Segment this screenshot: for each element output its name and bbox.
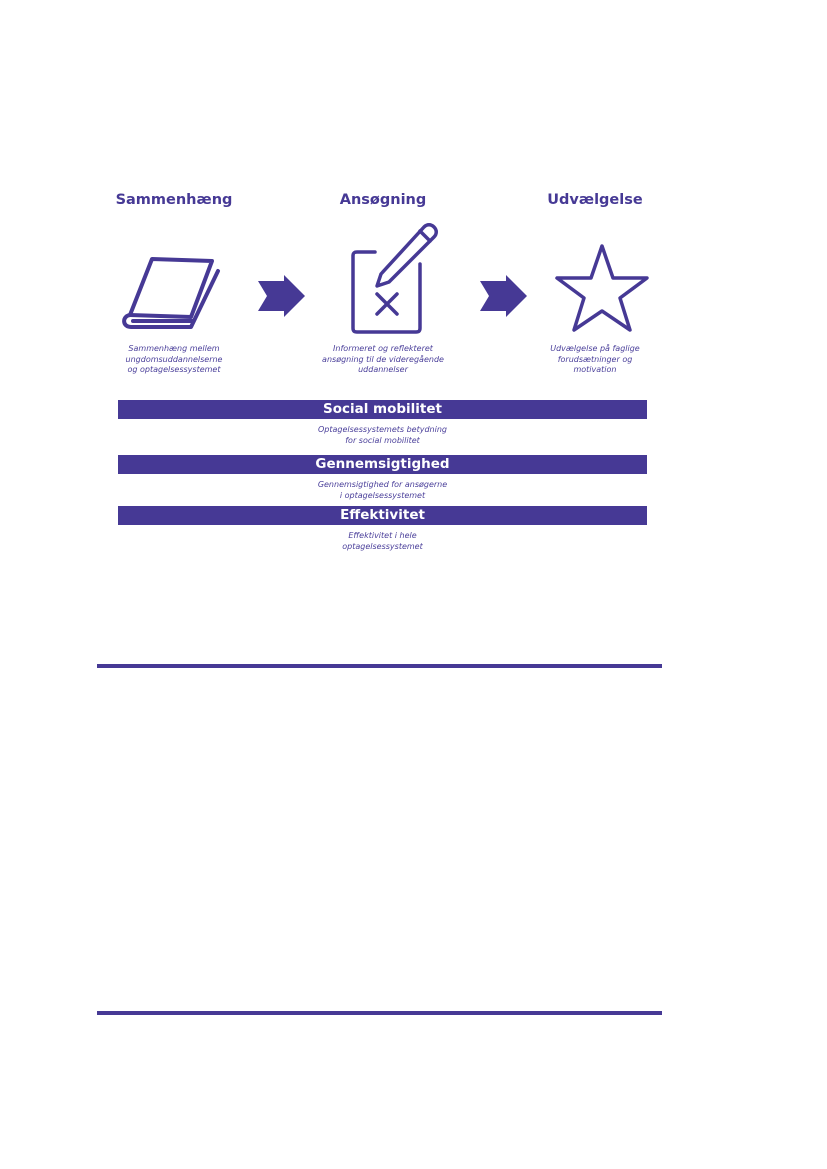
divider-top xyxy=(97,664,662,668)
step-desc-ansoegning: Informeret og reflekteret ansøgning til de videregående uddannelser xyxy=(322,344,444,374)
star-icon xyxy=(553,242,651,334)
theme-desc-effektivitet: Effektivitet i hele optagelsessystemet xyxy=(342,531,423,551)
arrow-right-icon xyxy=(258,275,306,317)
theme-desc-social-mobilitet: Optagelsessystemets betydning for social mobilitet xyxy=(318,425,447,445)
theme-band-gennemsigtighed: Gennemsigtighed xyxy=(118,455,647,474)
theme-desc-gennemsigtighed: Gennemsigtighed for ansøgerne i optagelsessystemet xyxy=(317,480,448,500)
theme-band-effektivitet: Effektivitet xyxy=(118,506,647,525)
step-desc-udvaelgelse: Udvælgelse på faglige forudsætninger og motivation xyxy=(550,344,640,374)
divider-bottom xyxy=(97,1011,662,1015)
step-title-udvaelgelse: Udvælgelse xyxy=(547,192,643,208)
theme-band-social-mobilitet: Social mobilitet xyxy=(118,400,647,419)
step-title-ansoegning: Ansøgning xyxy=(339,192,427,208)
arrow-right-icon xyxy=(480,275,528,317)
book-icon xyxy=(118,250,224,334)
step-title-sammenhaeng: Sammenhæng xyxy=(115,192,233,208)
step-desc-sammenhaeng: Sammenhæng mellem ungdomsuddannelserne og optagelsessystemet xyxy=(125,344,223,374)
application-form-icon xyxy=(345,218,445,334)
